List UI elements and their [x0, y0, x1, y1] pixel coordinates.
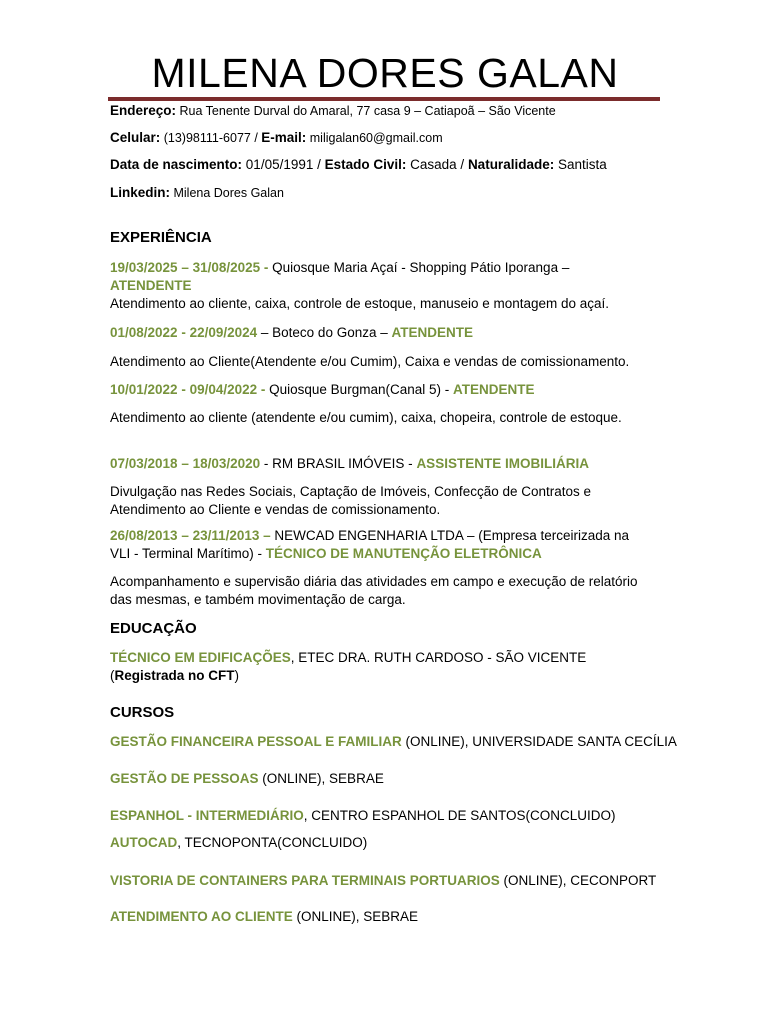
- job-role: ATENDENTE: [391, 325, 473, 340]
- linkedin-line: [110, 184, 284, 202]
- job-entry: [110, 324, 655, 342]
- job-company: – Boteco do Gonza –: [257, 325, 392, 340]
- section-title-education: EDUCAÇÃO: [110, 620, 197, 637]
- course-item: [110, 807, 616, 825]
- course-item: [110, 733, 677, 751]
- section-title-experience: EXPERIÊNCIA: [110, 229, 212, 246]
- address-label: Endereço:: [110, 103, 177, 118]
- education-school: , ETEC DRA. RUTH CARDOSO - SÃO VICENTE (: [110, 650, 587, 683]
- job-company: Quiosque Maria Açaí - Shopping Pátio Iporanga –: [272, 260, 570, 275]
- job-dates: 07/03/2018 – 18/03/2020: [110, 456, 261, 471]
- linkedin-value: Milena Dores Galan: [170, 186, 284, 200]
- course-item: [110, 908, 418, 926]
- job-entry: [110, 381, 655, 399]
- job-description: Atendimento ao cliente (atendente e/ou cumim), caixa, chopeira, controle de estoque.: [110, 410, 622, 425]
- job-company-cont: VLI - Terminal Marítimo) -: [110, 546, 266, 561]
- job-description: Atendimento ao cliente, caixa, controle de estoque, manuseio e montagem do açaí.: [110, 296, 610, 311]
- birth-label: Data de nascimento:: [110, 157, 243, 172]
- course-name: GESTÃO FINANCEIRA PESSOAL E FAMILIAR: [110, 734, 402, 749]
- job-entry: [110, 527, 655, 563]
- education-entry: [110, 649, 655, 685]
- education-close: ): [234, 668, 240, 683]
- course-detail: (ONLINE), SEBRAE: [292, 909, 419, 924]
- job-description: Divulgação nas Redes Sociais, Captação de Imóveis, Confecção de Contratos e Atendimento ao Cliente e vendas de comissionamento.: [110, 484, 592, 517]
- personal-info-line: [110, 156, 607, 174]
- course-detail: (ONLINE), CECONPORT: [499, 873, 657, 888]
- course-detail: (ONLINE), SEBRAE: [258, 771, 384, 786]
- job-description: Atendimento ao Cliente(Atendente e/ou Cumim), Caixa e vendas de comissionamento.: [110, 354, 630, 369]
- course-name: AUTOCAD: [110, 835, 178, 850]
- nationality-value: Santista: [554, 157, 607, 172]
- course-item: [110, 834, 367, 852]
- job-role: ATENDENTE: [110, 278, 192, 293]
- course-detail: (ONLINE), UNIVERSIDADE SANTA CECÍLIA: [401, 734, 677, 749]
- course-detail: , TECNOPONTA(CONCLUIDO): [177, 835, 368, 850]
- job-dates: 01/08/2022 - 22/09/2024: [110, 325, 258, 340]
- education-note: Registrada no CFT: [114, 668, 235, 683]
- address-line: [110, 102, 556, 120]
- job-dates: 10/01/2022 - 09/04/2022 -: [110, 382, 270, 397]
- nationality-label: Naturalidade:: [467, 157, 555, 172]
- email-value: miligalan60@gmail.com: [306, 131, 443, 145]
- course-name: GESTÃO DE PESSOAS: [110, 771, 259, 786]
- address-value: Rua Tenente Durval do Amaral, 77 casa 9 – Catiapoã – São Vicente: [176, 104, 556, 118]
- phone-label: Celular:: [110, 130, 161, 145]
- job-dates: 26/08/2013 – 23/11/2013 –: [110, 528, 275, 543]
- job-description: Acompanhamento e supervisão diária das atividades em campo e execução de relatório das mesmas, e também movimentação de carga.: [110, 574, 638, 607]
- job-role: ASSISTENTE IMOBILIÁRIA: [416, 456, 589, 471]
- email-label: E-mail:: [261, 130, 307, 145]
- job-company: - RM BRASIL IMÓVEIS -: [260, 456, 417, 471]
- phone-email-line: [110, 129, 443, 147]
- course-item: [110, 872, 656, 890]
- birth-value: 01/05/1991 /: [242, 157, 325, 172]
- civil-label: Estado Civil:: [324, 157, 407, 172]
- job-company: Quiosque Burgman(Canal 5) -: [269, 382, 453, 397]
- job-entry: [110, 259, 655, 313]
- course-name: ATENDIMENTO AO CLIENTE: [110, 909, 293, 924]
- header-divider: [108, 97, 660, 101]
- linkedin-label: Linkedin:: [110, 185, 170, 200]
- job-role: ATENDENTE: [452, 382, 535, 397]
- course-detail: , CENTRO ESPANHOL DE SANTOS(CONCLUIDO): [303, 808, 616, 823]
- course-item: [110, 770, 384, 788]
- section-title-courses: CURSOS: [110, 704, 175, 721]
- course-name: ESPANHOL - INTERMEDIÁRIO: [110, 808, 304, 823]
- phone-value: (13)98111-6077 /: [160, 131, 262, 145]
- candidate-name: MILENA DORES GALAN: [151, 50, 619, 96]
- course-name: VISTORIA DE CONTAINERS PARA TERMINAIS PORTUARIOS: [110, 873, 500, 888]
- job-company: NEWCAD ENGENHARIA LTDA – (Empresa terceirizada na: [274, 528, 630, 543]
- civil-value: Casada /: [406, 157, 468, 172]
- job-entry: [110, 455, 655, 473]
- education-course: TÉCNICO EM EDIFICAÇÕES: [110, 650, 291, 665]
- job-role: TÉCNICO DE MANUTENÇÃO ELETRÔNICA: [265, 546, 542, 561]
- job-dates: 19/03/2025 – 31/08/2025 -: [110, 260, 273, 275]
